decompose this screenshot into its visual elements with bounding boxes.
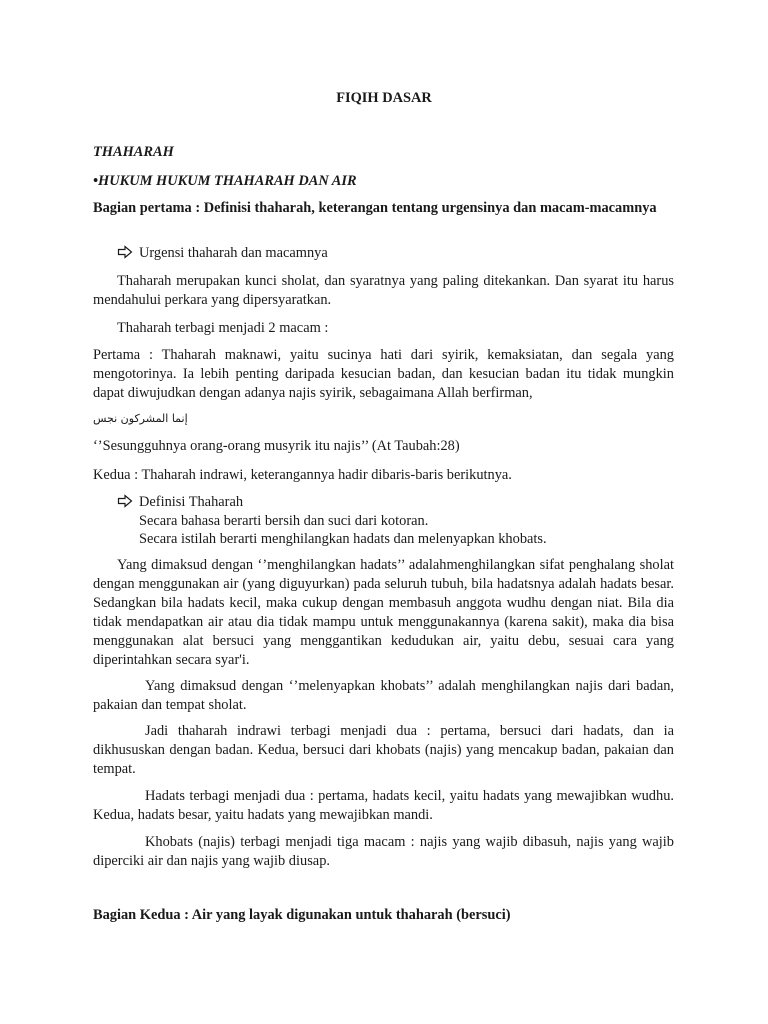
heading-bagian-pertama: Bagian pertama : Definisi thaharah, keterangan tentang urgensinya dan macam-macamnya	[93, 200, 657, 216]
right-arrow-icon	[117, 244, 133, 260]
paragraph-kedua-indrawi: Kedua : Thaharah indrawi, keterangannya hadir dibaris-baris berikutnya.	[93, 467, 512, 483]
bullet-urgensi-text: Urgensi thaharah dan macamnya	[139, 245, 328, 261]
page-title: FIQIH DASAR	[336, 90, 432, 106]
bullet-definisi-text: Definisi Thaharah	[139, 494, 244, 510]
right-arrow-icon	[117, 493, 133, 509]
paragraph-kunci-sholat: Thaharah merupakan kunci sholat, dan syaratnya yang paling ditekankan. Dan syarat itu harus mendahului perkara yang dipersyaratkan.	[93, 273, 674, 308]
heading-bagian-kedua: Bagian Kedua : Air yang layak digunakan untuk thaharah (bersuci)	[93, 907, 511, 923]
bullet-urgensi	[117, 244, 674, 263]
verse-translation: ‘’Sesungguhnya orang-orang musyrik itu najis’’ (At Taubah:28)	[93, 438, 460, 454]
paragraph-melenyapkan-khobats: Yang dimaksud dengan ‘’melenyapkan khobats’’ adalah menghilangkan najis dari badan, pakaian dan tempat sholat.	[93, 678, 674, 713]
paragraph-pertama-maknawi: Pertama : Thaharah maknawi, yaitu sucinya hati dari syirik, kemaksiatan, dan segala yang mengotorinya. Ia lebih penting daripada kesucian badan, dan kesucian badan itu tidak mungkin dapat diwujudkan dengan adanya najis syirik, sebagaimana Allah berfirman,	[93, 347, 674, 401]
paragraph-terbagi-dua: Thaharah terbagi menjadi 2 macam :	[117, 320, 329, 336]
arabic-verse: إنما المشركون نجس	[93, 412, 188, 425]
paragraph-thaharah-indrawi: Jadi thaharah indrawi terbagi menjadi dua : pertama, bersuci dari hadats, dan ia dikhususkan dengan badan. Kedua, bersuci dari khobats (najis) yang mencakup badan, pakaian dan tempat.	[93, 723, 674, 777]
heading-thaharah: THAHARAH	[93, 144, 174, 160]
definisi-istilah: Secara istilah berarti menghilangkan hadats dan melenyapkan khobats.	[139, 531, 547, 547]
paragraph-hadats-dua: Hadats terbagi menjadi dua : pertama, hadats kecil, yaitu hadats yang mewajibkan wudhu. Kedua, hadats besar, yaitu hadats yang mewajibkan mandi.	[93, 788, 674, 823]
heading-hukum-thaharah: •HUKUM HUKUM THAHARAH DAN AIR	[93, 173, 357, 189]
paragraph-menghilangkan-hadats: Yang dimaksud dengan ‘’menghilangkan hadats’’ adalahmenghilangkan sifat penghalang sholat dengan menggunakan air (yang diguyurkan) pada seluruh tubuh, bila hadatsnya adalah hadats besar. Sedangkan bila hadats kecil, maka cukup dengan membasuh anggota wudhu dengan niat. Bila dia tidak mendapatkan air atau dia tidak mampu untuk menggunakannya (karena sakit), maka dia bisa menggunakan alat bersuci yang menggantikan kedudukan air, yaitu debu, sesuai cara yang diperintahkan secara syar'i.	[93, 557, 674, 668]
paragraph-najis-tiga: Khobats (najis) terbagi menjadi tiga macam : najis yang wajib dibasuh, najis yang wajib diperciki air dan najis yang wajib diusap.	[93, 834, 674, 869]
definisi-bahasa: Secara bahasa berarti bersih dan suci dari kotoran.	[139, 513, 429, 529]
bullet-definisi	[117, 493, 674, 512]
